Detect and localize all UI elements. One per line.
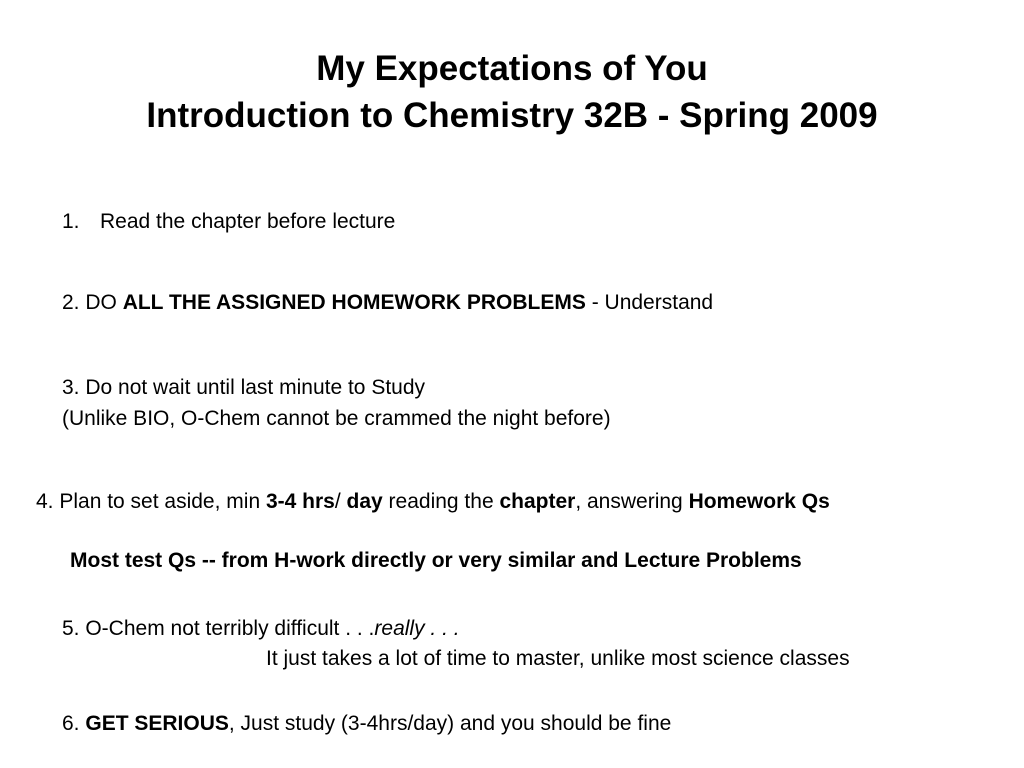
test-note: Most test Qs -- from H-work directly or very similar and Lecture Problems [70,549,802,572]
list-item-5-italic: really . . . [374,617,460,640]
list-item-2-suffix: - Understand [585,291,714,314]
list-item-3-line-2: (Unlike BIO, O-Chem cannot be crammed the night before) [62,407,611,430]
list-item-4-prefix: 4. Plan to set aside, min [36,490,266,513]
list-item-6-suffix: , Just study (3-4hrs/day) and you should be fine [228,712,672,735]
list-item-4-chapter: chapter [499,490,576,513]
slide-title: My Expectations of You [316,49,708,88]
list-item-4-hours: 3-4 hrs [265,490,335,513]
list-item-4-answering: , answering [575,490,689,513]
list-item-5-line-2: It just takes a lot of time to master, unlike most science classes [266,647,850,670]
list-item-1-number: 1. [62,210,80,233]
list-item-4 [36,489,830,515]
list-item-3-line-1: 3. Do not wait until last minute to Study [62,376,426,399]
list-item-2-prefix: 2. DO [62,291,123,314]
list-item-1-text: Read the chapter before lecture [100,210,396,233]
list-item-6-prefix: 6. [62,712,86,735]
list-item-5-line-1 [62,616,460,642]
list-item-4-homework: Homework Qs [688,490,830,513]
list-item-4-day: day [346,490,383,513]
list-item-4-slash: / [334,490,347,513]
list-item-5-prefix: 5. O-Chem not terribly difficult . . . [62,617,375,640]
list-item-6 [62,711,671,737]
slide-subtitle: Introduction to Chemistry 32B - Spring 2009 [146,96,878,135]
list-item-1 [62,209,395,235]
list-item-6-emphasis: GET SERIOUS [85,712,229,735]
list-item-2 [62,290,713,316]
list-item-4-reading: reading the [382,490,500,513]
list-item-2-emphasis: ALL THE ASSIGNED HOMEWORK PROBLEMS [122,291,586,314]
